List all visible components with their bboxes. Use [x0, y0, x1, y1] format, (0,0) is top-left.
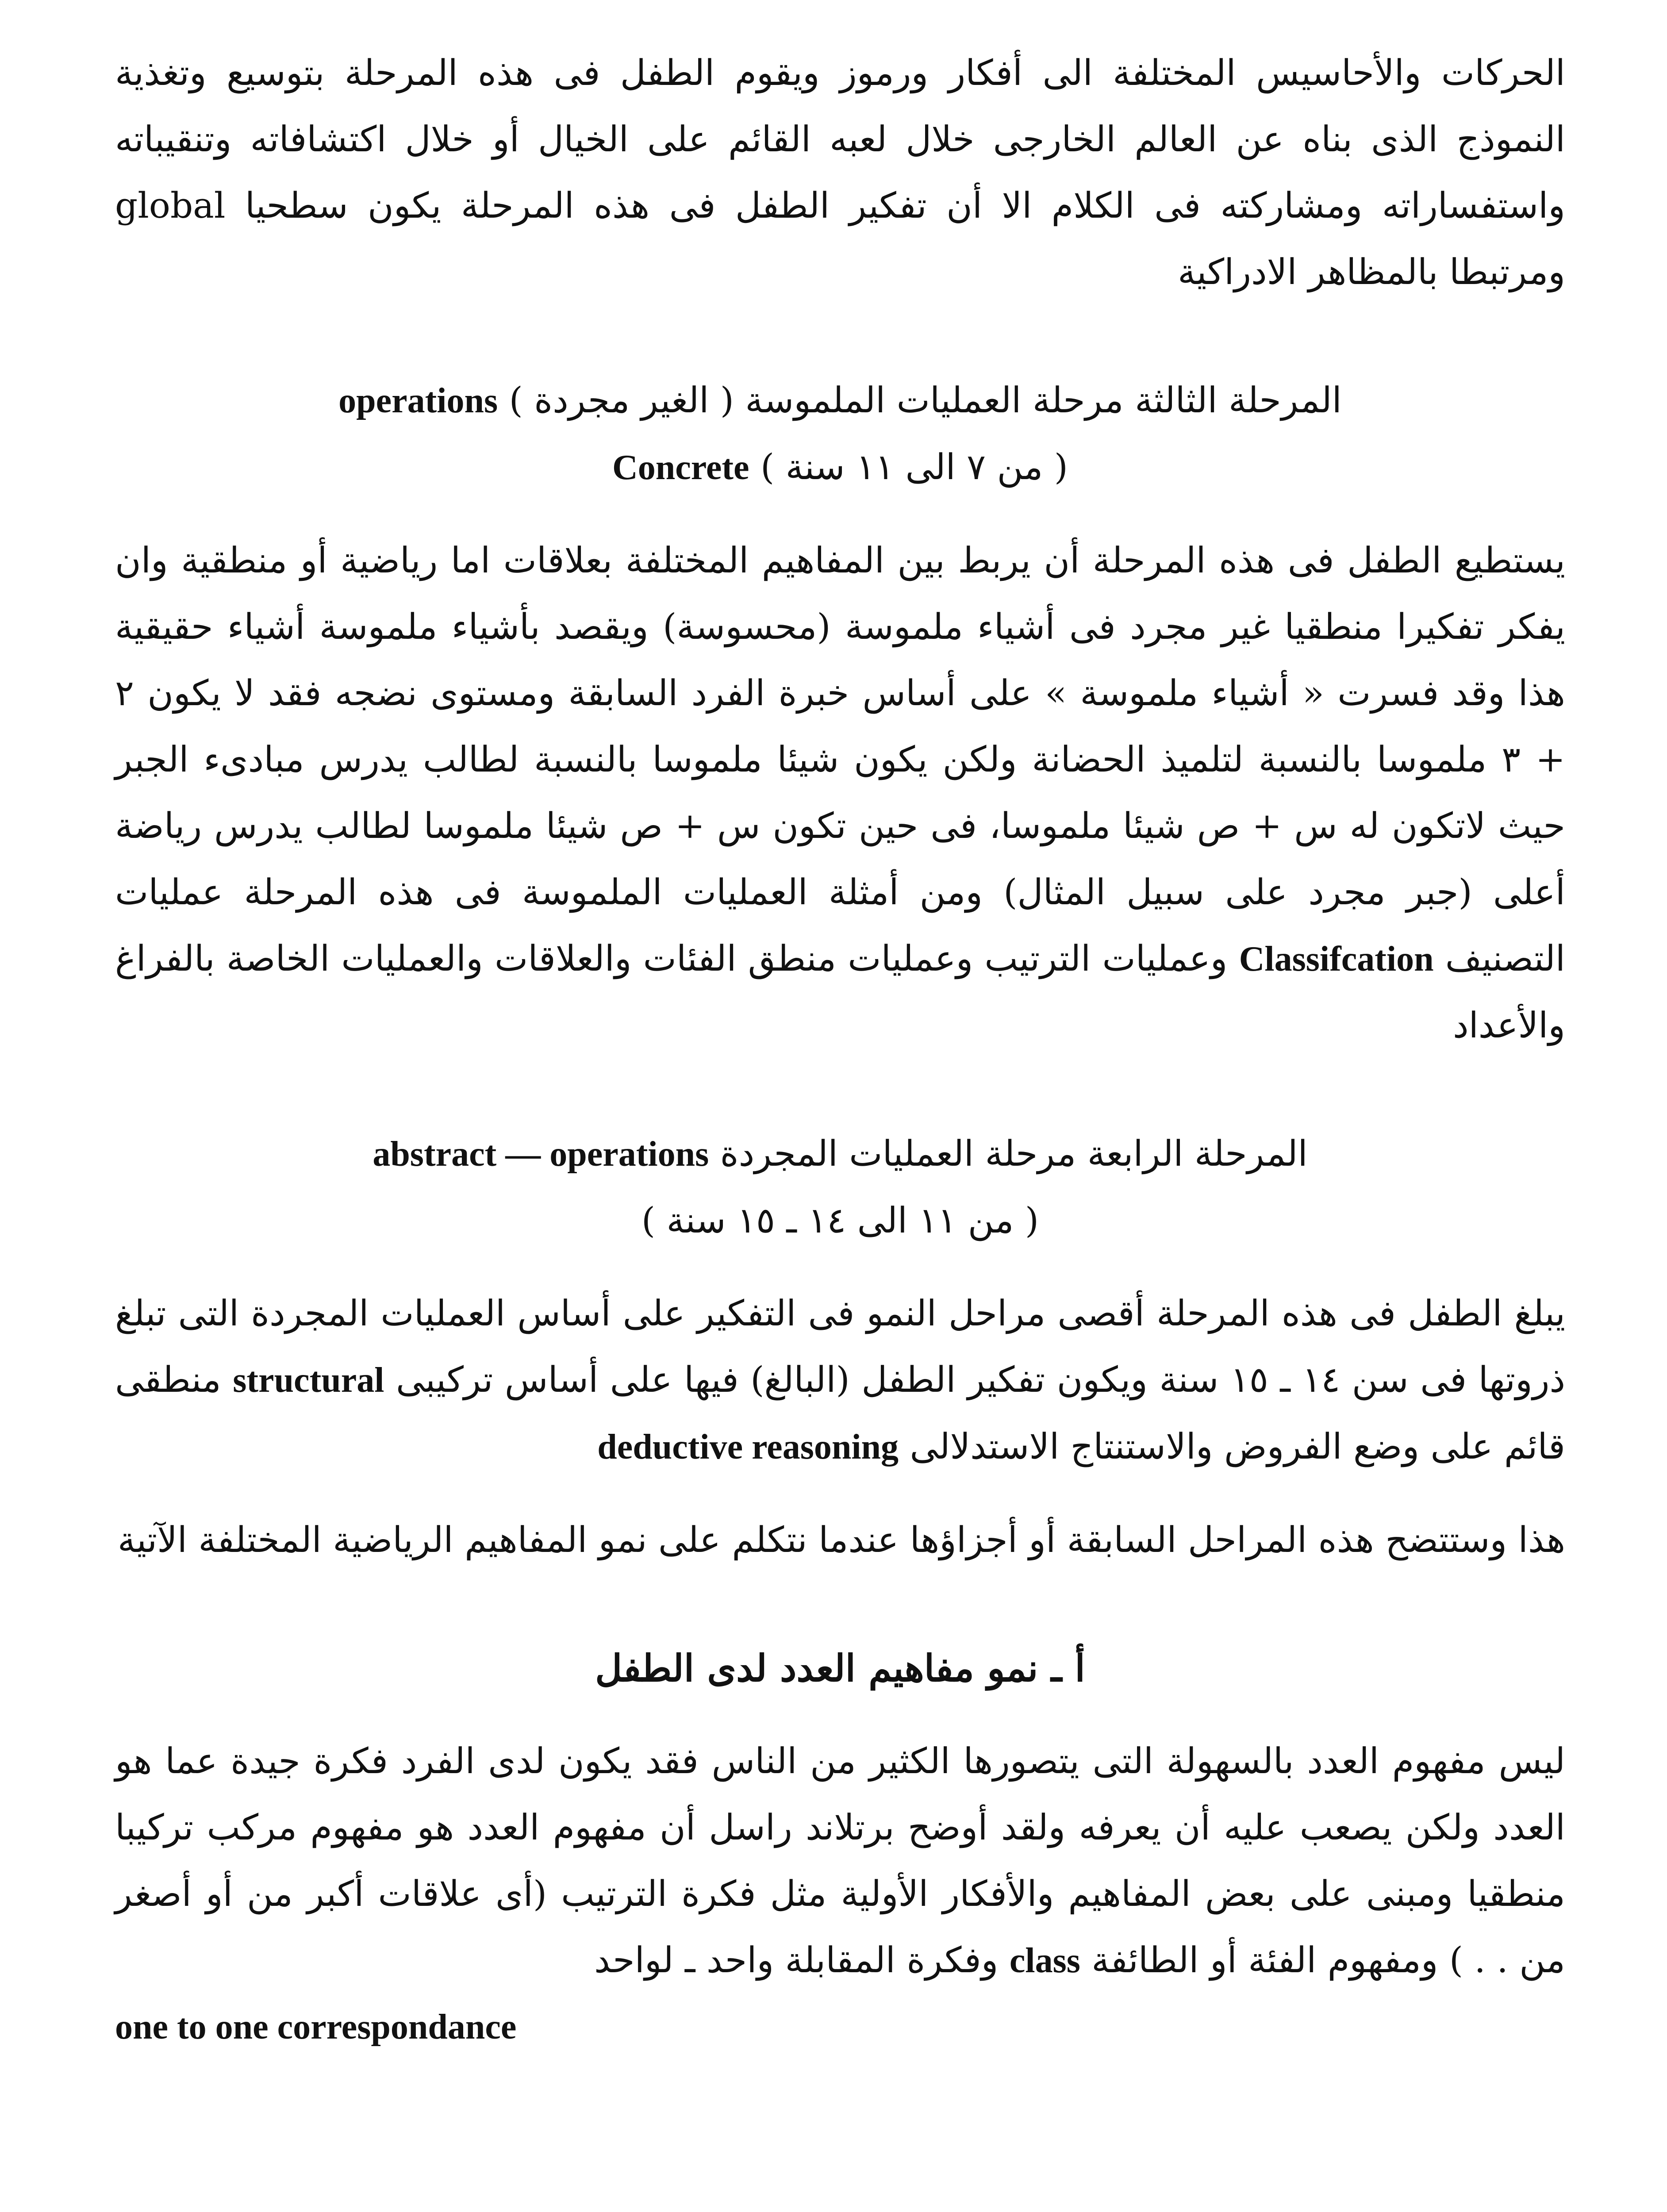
number-concept-paragraph — [115, 1728, 1565, 1994]
stage4-title-en: abstract — operations — [373, 1135, 709, 1174]
intro-paragraph — [115, 40, 1565, 305]
stage4-title-line2 — [115, 1187, 1565, 1254]
stage4-title-line1 — [115, 1121, 1565, 1187]
stage4-range: ( من ١١ الى ١٤ ـ ١٥ سنة ) — [641, 1200, 1039, 1241]
stage4-title-ar: المرحلة الرابعة مرحلة العمليات المجردة — [720, 1133, 1308, 1174]
stage3-title-en: operations — [338, 381, 498, 420]
class-term: class — [1009, 1941, 1080, 1980]
spacer — [115, 1480, 1565, 1507]
stage3-examples-rest: وعمليات الترتيب وعمليات منطق الفئات والعلاقات والعمليات الخاصة بالفراغ والأعداد — [115, 938, 1565, 1046]
stage4-body-paragraph — [115, 1280, 1565, 1480]
spacer — [115, 1701, 1565, 1728]
spacer — [115, 501, 1565, 527]
stage3-title-line1 — [115, 367, 1565, 434]
summary-text: هذا وستتضح هذه المراحل السابقة أو أجزاؤها عندما نتكلم على نمو المفاهيم الرياضية المختلفة الآتية — [117, 1519, 1565, 1560]
stage3-title-concrete: Concrete — [612, 448, 749, 487]
number-concept-text: ليس مفهوم العدد بالسهولة التى يتصورها الكثير من الناس فقد يكون لدى الفرد فكرة جيدة عما هو العدد ولكن يصعب عليه أن يعرفه ولقد أوضح برتلاند راسل أن مفهوم العدد هو مفهوم مركب تركيبا منطقيا ومبنى على بعض المفاهيم والأفكار الأولية مثل فكرة الترتيب (أى علاقات أكبر من أو أصغر من . . ) ومفهوم الفئة أو الطائفة — [115, 1740, 1565, 1981]
stage4-structural-term: structural — [233, 1361, 384, 1400]
stage3-body-text: يستطيع الطفل فى هذه المرحلة أن يربط بين المفاهيم المختلفة بعلاقات اما رياضية أو منطقية وان يفكر تفكيرا منطقيا غير مجرد فى أشياء ملموسة (محسوسة) ويقصد بأشياء ملموسة أشياء حقيقية هذا وقد فسرت « أشياء ملموسة » على أساس خبرة الفرد السابقة ومستوى نضجه فقد لا يكون ٢ + ٣ ملموسا بالنسبة لتلميذ الحضانة ولكن يكون شيئا ملموسا بالنسبة لطالب يدرس مبادىء الجبر حيث لاتكون له س + ص شيئا ملموسا، فى حين تكون س + ص شيئا ملموسا لطالب يدرس رياضة أعلى (جبر مجرد على سبيل المثال) — [115, 540, 1566, 913]
spacer — [115, 1059, 1565, 1121]
stage3-examples-text: ومن أمثلة العمليات الملموسة فى هذه المرحلة عمليات التصنيف — [115, 872, 1566, 979]
spacer — [115, 1254, 1565, 1280]
one-to-one-term: one to one correspondance — [115, 2008, 517, 2047]
stage4-body-text: يبلغ الطفل فى هذه المرحلة أقصى مراحل النمو فى التفكير على أساس العمليات المجردة التى تبلغ ذروتها فى سن ١٤ ـ ١٥ سنة ويكون تفكير الطفل (البالغ) فيها على أساس تركيبى — [115, 1293, 1566, 1400]
spacer — [115, 1573, 1565, 1635]
stage3-classification-term: Classifcation — [1239, 940, 1434, 979]
stage4-body-rest: منطقى قائم على وضع الفروض والاستنتاج الاستدلالى — [115, 1359, 1565, 1467]
intro-text: الحركات والأحاسيس المختلفة الى أفكار ورموز ويقوم الطفل فى هذه المرحلة بتوسيع وتغذية النموذج الذى بناه عن العالم الخارجى خلال لعبه القائم على الخيال أو خلال اكتشافاته وتنقيباته واستفساراته ومشاركته فى الكلام الا أن تفكير الطفل فى هذه المرحلة يكون سطحيا global ومرتبطا بالمظاهر الادراكية — [115, 52, 1565, 292]
stage3-title-line2 — [115, 434, 1565, 501]
section-heading: أ ـ نمو مفاهيم العدد لدى الطفل — [595, 1646, 1085, 1690]
summary-paragraph — [115, 1507, 1565, 1573]
stage3-body-paragraph — [115, 527, 1565, 1059]
stage4-deductive-term: deductive reasoning — [597, 1428, 899, 1467]
stage3-title-ar: المرحلة الثالثة مرحلة العمليات الملموسة ( الغير مجردة ) — [509, 380, 1342, 421]
stage3-range: ( من ٧ الى ١١ سنة ) — [760, 446, 1068, 488]
number-concept-rest: وفكرة المقابلة واحد ـ لواحد — [594, 1939, 999, 1981]
spacer — [115, 305, 1565, 367]
